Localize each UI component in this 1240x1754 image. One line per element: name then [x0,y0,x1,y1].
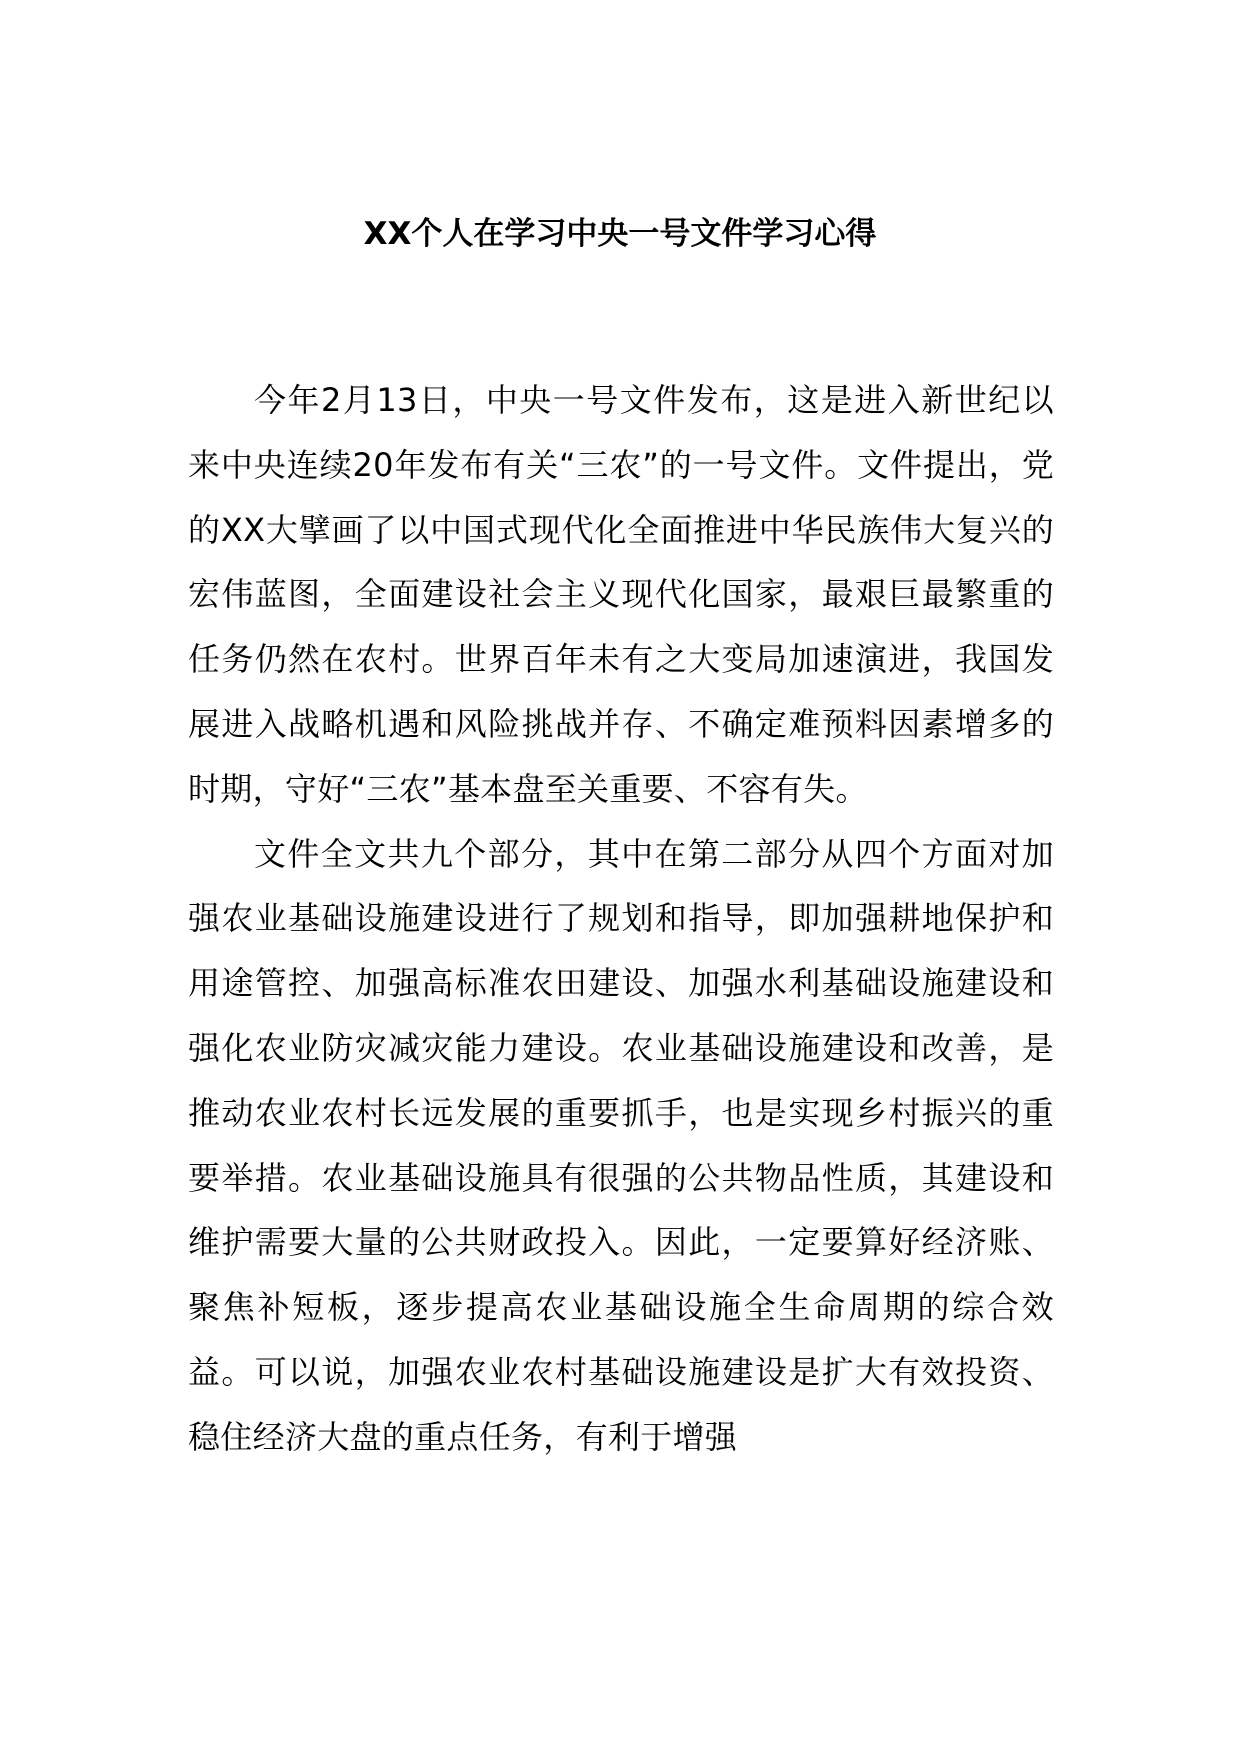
paragraph-1: 今年2月13日，中央一号文件发布，这是进入新世纪以来中央连续20年发布有关“三农”的一号文件。文件提出，党的XX大擘画了以中国式现代化全面推进中华民族伟大复兴的宏伟蓝图，全面建设社会主义现代化国家，最艰巨最繁重的任务仍然在农村。世界百年未有之大变局加速演进，我国发展进入战略机遇和风险挑战并存、不确定难预料因素增多的时期，守好“三农”基本盘至关重要、不容有失。 [188,381,1054,808]
document-title: XX个人在学习中央一号文件学习心得 [363,216,877,252]
paragraph-2: 文件全文共九个部分，其中在第二部分从四个方面对加强农业基础设施建设进行了规划和指导，即加强耕地保护和用途管控、加强高标准农田建设、加强水利基础设施建设和强化农业防灾减灾能力建设。农业基础设施建设和改善，是推动农业农村长远发展的重要抓手，也是实现乡村振兴的重要举措。农业基础设施具有很强的公共物品性质，其建设和维护需要大量的公共财政投入。因此，一定要算好经济账、聚焦补短板，逐步提高农业基础设施全生命周期的综合效益。可以说，加强农业农村基础设施建设是扩大有效投资、稳住经济大盘的重点任务，有利于增强 [188,834,1054,1456]
document-body [188,368,1054,1470]
